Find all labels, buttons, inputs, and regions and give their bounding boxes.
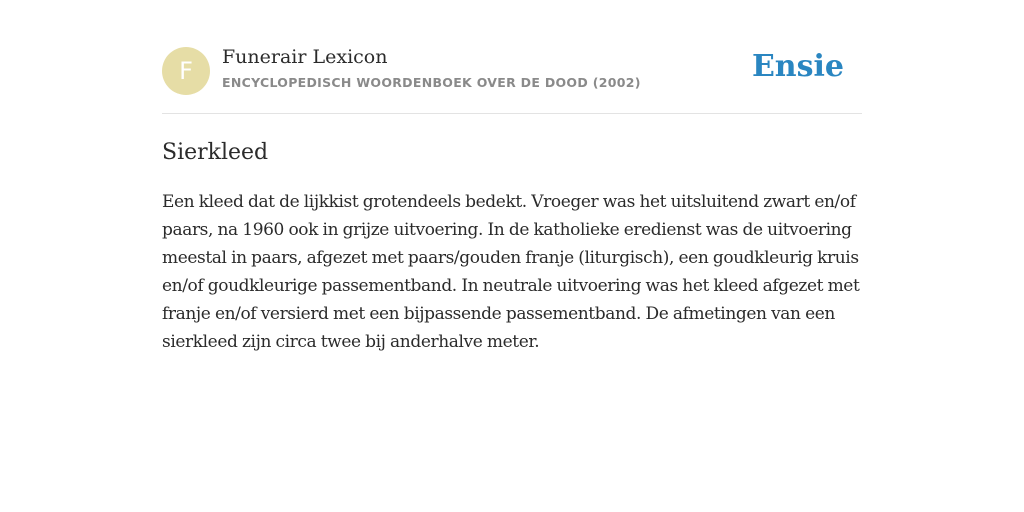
source-header (162, 0, 862, 114)
source-title[interactable]: Funerair Lexicon (222, 46, 388, 68)
ensie-logo[interactable]: Ensie (751, 49, 844, 84)
entry-body: Een kleed dat de lijkkist grotendeels bedekt. Vroeger was het uitsluitend zwart en/of paars, na 1960 ook in grijze uitvoering. In de katholieke eredienst was de uitvoering meestal in paars, afgezet met paars/gouden franje (liturgisch), een goudkleurig kruis en/of goudkleurige passementband. In neutrale uitvoering was het kleed afgezet met franje en/of versierd met een bijpassende passementband. De afmetingen van een sierkleed zijn circa twee bij anderhalve meter. (162, 192, 860, 352)
page (162, 0, 862, 356)
source-subtitle: ENCYCLOPEDISCH WOORDENBOEK OVER DE DOOD (2002) (222, 75, 641, 90)
source-avatar[interactable]: F (162, 47, 210, 95)
entry-title: Sierkleed (162, 140, 269, 165)
